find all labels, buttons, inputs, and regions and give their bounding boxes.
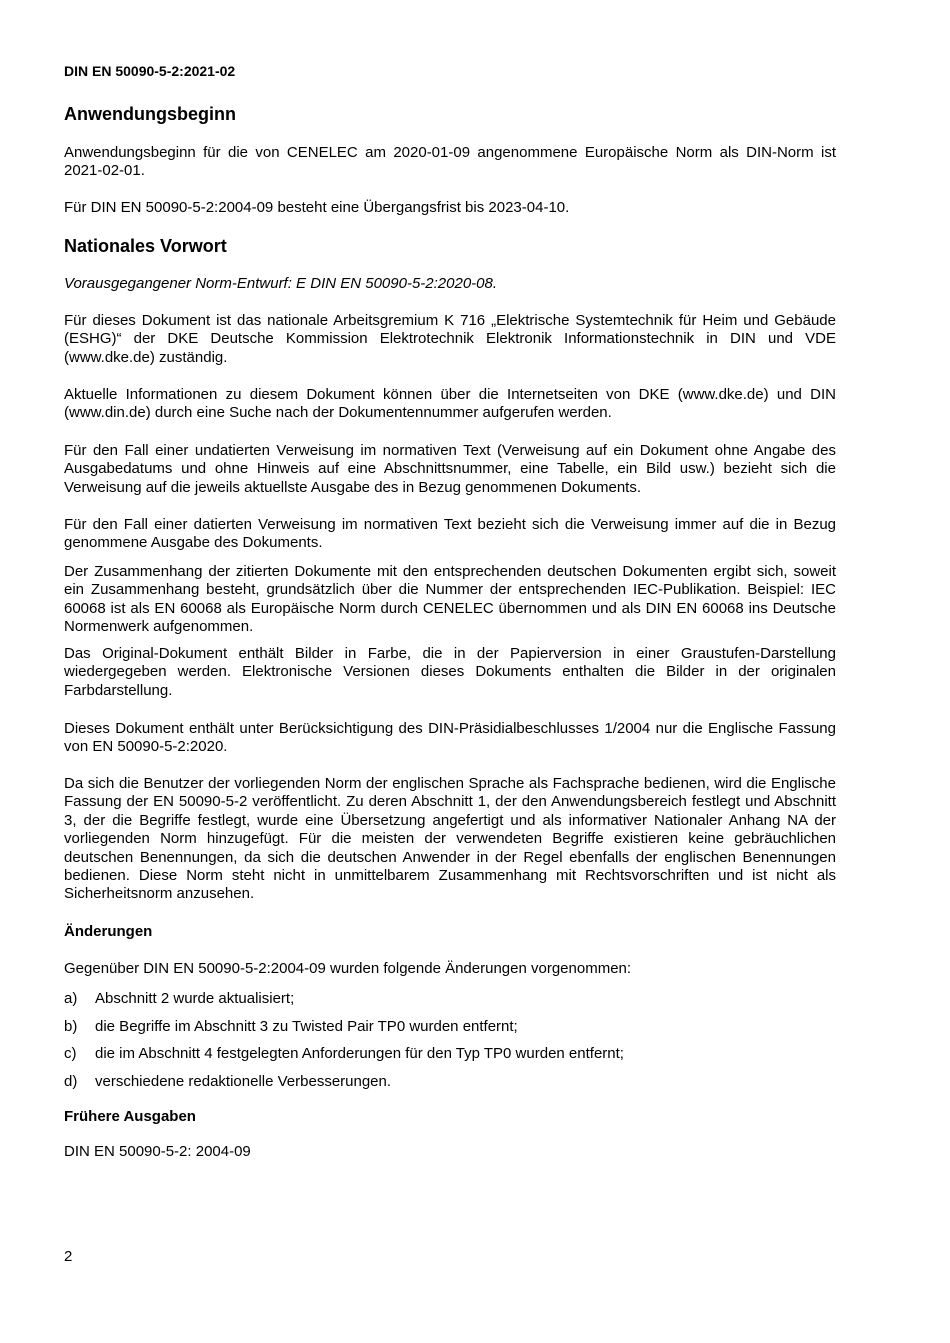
list-item [64,990,836,1008]
list-item-text: verschiedene redaktionelle Verbesserungen. [95,1073,392,1090]
heading-anwendungsbeginn: Anwendungsbeginn [64,104,236,124]
list-item-label: a) [64,990,78,1007]
vorwort-paragraph-7: Dieses Dokument enthält unter Berücksichtigung des DIN-Präsidialbeschlusses 1/2004 nur die Englische Fassung von EN 50090-5-2:2020. [64,720,836,756]
heading-fruehere-ausgaben: Frühere Ausgaben [64,1108,196,1125]
anwendungsbeginn-paragraph-1: Anwendungsbeginn für die von CENELEC am 2020-01-09 angenommene Europäische Norm als DIN-Norm ist 2021-02-01. [64,144,836,180]
list-item [64,1045,836,1063]
vorwort-paragraph-6: Das Original-Dokument enthält Bilder in Farbe, die in der Papierversion in einer Graustufen-Darstellung wiedergegeben werden. Elektronische Versionen dieses Dokuments enthalten die Bilder in der originalen Farbdarstellung. [64,645,836,699]
list-item-label: b) [64,1018,78,1035]
vorwort-paragraph-2: Aktuelle Informationen zu diesem Dokument können über die Internetseiten von DKE (www.dke.de) und DIN (www.din.de) durch eine Suche nach der Dokumentennummer aufgerufen werden. [64,386,836,422]
vorwort-paragraph-4: Für den Fall einer datierten Verweisung im normativen Text bezieht sich die Verweisung immer auf die in Bezug genommene Ausgabe des Dokuments. [64,516,836,552]
vorwort-paragraph-5: Der Zusammenhang der zitierten Dokumente mit den entsprechenden deutschen Dokumenten ergibt sich, soweit ein Zusammenhang besteht, grundsätzlich über die Nummer der entsprechenden IEC-Publikation. Beispiel: IEC 60068 ist als EN 60068 als Europäische Norm durch CENELEC übernommen und als DIN EN 60068 ins Deutsche Normenwerk aufgenommen. [64,563,836,636]
heading-nationales-vorwort: Nationales Vorwort [64,236,227,256]
vorwort-draft-note: Vorausgegangener Norm-Entwurf: E DIN EN 50090-5-2:2020-08. [64,275,498,292]
vorwort-paragraph-3: Für den Fall einer undatierten Verweisung im normativen Text (Verweisung auf ein Dokument ohne Angabe des Ausgabedatums und ohne Hinweis auf eine Abschnittsnummer, eine Tabelle, ein Bild usw.) bezieht sich die Verweisung auf die jeweils aktuellste Ausgabe des in Bezug genommenen Dokuments. [64,442,836,496]
list-item-label: d) [64,1073,78,1090]
aenderungen-intro: Gegenüber DIN EN 50090-5-2:2004-09 wurden folgende Änderungen vorgenommen: [64,960,632,977]
vorwort-paragraph-8: Da sich die Benutzer der vorliegenden Norm der englischen Sprache als Fachsprache bedienen, wird die Englische Fassung der EN 50090-5-2 veröffentlicht. Zu deren Abschnitt 1, der den Anwendungsbereich festlegt und Abschnitt 3, der die Begriffe festlegt, wurde eine Übersetzung angefertigt und als informativer Nationaler Anhang NA der vorliegenden Norm hinzugefügt. Für die meisten der verwendeten Begriffe existieren keine gebräuchlichen deutschen Benennungen, da sich die deutschen Anwender in der Regel ebenfalls der englischen Benennungen bedienen. Diese Norm steht nicht in unmittelbarem Zusammenhang mit Rechtsvorschriften und ist nicht als Sicherheitsnorm anzusehen. [64,775,836,903]
list-item-text: Abschnitt 2 wurde aktualisiert; [95,990,295,1007]
list-item [64,1073,836,1091]
heading-aenderungen: Änderungen [64,923,153,940]
document-id: DIN EN 50090-5-2:2021-02 [64,63,236,79]
list-item-label: c) [64,1045,77,1062]
fruehere-ausgaben-text: DIN EN 50090-5-2: 2004-09 [64,1143,251,1160]
list-item [64,1018,836,1036]
list-item-text: die Begriffe im Abschnitt 3 zu Twisted Pair TP0 wurden entfernt; [95,1018,518,1035]
vorwort-paragraph-1: Für dieses Dokument ist das nationale Arbeitsgremium K 716 „Elektrische Systemtechnik für Heim und Gebäude (ESHG)“ der DKE Deutsche Kommission Elektrotechnik Elektronik Informationstechnik in DIN und VDE (www.dke.de) zuständig. [64,312,836,366]
list-item-text: die im Abschnitt 4 festgelegten Anforderungen für den Typ TP0 wurden entfernt; [95,1045,624,1062]
anwendungsbeginn-paragraph-2: Für DIN EN 50090-5-2:2004-09 besteht eine Übergangsfrist bis 2023-04-10. [64,199,570,216]
page-number: 2 [64,1248,73,1265]
